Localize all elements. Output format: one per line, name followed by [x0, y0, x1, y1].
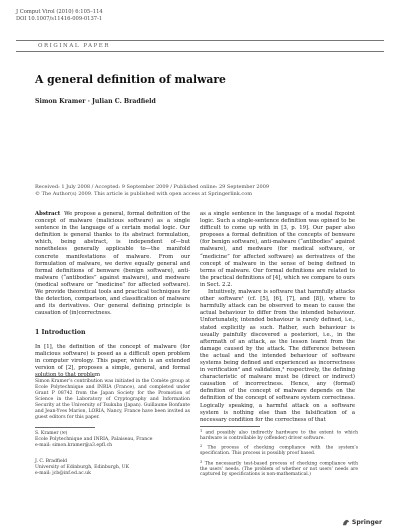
- correspondence-divider: [35, 427, 95, 428]
- publisher-name: Springer: [351, 519, 382, 526]
- footnote-divider-right: [200, 426, 260, 427]
- abstract: [35, 211, 190, 317]
- open-access-notice: © The Author(s) 2009. This article is published with open access at Springerlink.com: [35, 190, 252, 197]
- doi: DOI 10.1007/s11416-009-0137-1: [16, 16, 103, 22]
- footnote-3: [200, 460, 358, 479]
- publication-history: [35, 184, 269, 197]
- abstract-label: Abstract: [35, 211, 61, 217]
- affiliation-name: S. Kramer (✉): [35, 431, 68, 436]
- paper-title: A general definition of malware: [35, 73, 226, 86]
- footnote-text: and possibly also indirectly hardware to the extent to which hardware is controllable by (offender) driver software.: [200, 430, 359, 442]
- affiliation-institution: Ecole Polytechnique and INRIA, Palaiseau, France: [35, 437, 153, 442]
- affiliation-email: e-mail: jcb@inf.ed.ac.uk: [35, 471, 91, 476]
- publisher-logo: [342, 519, 382, 526]
- abstract-text: We propose a general, formal definition of the concept of malware (malicious software) as a single sentence in the language of a certain modal logic. Our definition is general thanks to its abstract formulation, which, being abstract, is independent of—but nonetheless generally applicable to—the manifold concrete manifestations of malware. From our formulation of malware, we derive equally general and formal definitions of benware (benign software), anti-malware (“antibodies” against malware), and medware (medical software or “medicine” for affected software). We provide theoretical tools and practical techniques for the detection, comparison, and classification of malware and its derivatives. Our general defining principle is causation of (in)correctness.: [35, 211, 190, 317]
- footnote-number: 2: [200, 444, 203, 449]
- author-affiliation-kramer: [35, 431, 190, 449]
- affiliation-email: e-mail: simon.kramer@a3.epfl.ch: [35, 443, 113, 448]
- affiliation-institution: University of Edinburgh, Edinburgh, UK: [35, 465, 130, 470]
- right-column-paragraph-2: Intuitively, malware is software that harmfully attacks other software¹ (cf. [5], [6], [7], and [8]), where to harmfully attack can be observed to mean to cause the actual behaviour to differ from the intended behaviour. Unfortunately, intended behaviour is rarely defined, i.e., stated explicitly as such. Rather, such behaviour is usually painfully discovered a posteriori, i.e., in the aftermath of an attack, as the lesson learnt from the damage caused by the attack. The difference between the actual and the intended behaviour of software systems being defined and experienced as incorrectness in verification² and validation,³ respectively, the defining characteristic of malware must be (direct or indirect) causation of incorrectness. Hence, any (formal) definition of the concept of malware depends on the definition of the concept of software system correctness. Logically speaking, a harmful attack on a software system is nothing else than the falsification of a necessary condition for the correctness of that: [200, 289, 355, 423]
- footnote-number: 1: [200, 429, 203, 433]
- footnote-1: [200, 429, 358, 442]
- springer-horse-icon: [342, 519, 350, 526]
- funding-footnote: Simon Kramer’s contribution was initiated in the Comète group at Ecole Polytechnique and INRIA (France), and completed under Grant P 08742 from the Japan Society for the Promotion of Science in the Laboratory of Cryptography and Information Security at the University of Tsukuba (Japan). Guillaume Bonfante and Jean-Yves Marion, LORIA, Nancy, France have been invited as guest editors for this paper.: [35, 379, 190, 420]
- journal-citation: J Comput Virol (2010) 6:105–114: [16, 9, 103, 15]
- footnote-number: 3: [200, 459, 203, 464]
- footnote-divider: [35, 376, 95, 377]
- introduction-text: In [1], the definition of the concept of malware (for malicious software) is posed as a difficult open problem in computer virology. This paper, which is an extended version of [2], proposes a simple, general, and formal solution to that problem: [35, 343, 190, 378]
- right-column-paragraph-1: as a single sentence in the language of a modal fixpoint logic. Such a single-sentence definition was opined to be difficult to come up with in [3, p. 19]. Our paper also proposes a formal definition of the concepts of benware (for benign software), anti-malware (“antibodies” against malware), and medware (for medical software, or “medicine” for affected software) as derivatives of the concept of malware in the sense of being defined in terms of malware. Our formal definitions are related to the practical definitions of [4], which we compare to ours in Sect. 2.2.: [200, 211, 355, 288]
- paper-type-bar: [16, 40, 384, 52]
- authors: Simon Kramer · Julian C. Bradfield: [35, 98, 156, 105]
- right-column: [200, 211, 355, 424]
- footnote-text: The process of checking compliance with the system’s specification. This process is possibly proof based.: [200, 445, 358, 457]
- history-dates: Received: 1 July 2008 / Accepted: 9 September 2009 / Published online: 29 September 2009: [35, 184, 270, 190]
- journal-header: [16, 9, 103, 23]
- section-heading-introduction: 1 Introduction: [35, 329, 86, 337]
- footnote-text: The necessarily test-based process of checking compliance with the users’ needs. (The problem of whether or not users’ needs are captured by specifications is non-mathematical.): [200, 460, 359, 478]
- left-column: [35, 211, 190, 379]
- affiliation-name: J. C. Bradfield: [35, 459, 68, 464]
- footnotes: [200, 429, 358, 481]
- footnote-2: [200, 444, 358, 457]
- paper-type-label: ORIGINAL PAPER: [38, 42, 110, 49]
- author-affiliation-bradfield: [35, 459, 190, 477]
